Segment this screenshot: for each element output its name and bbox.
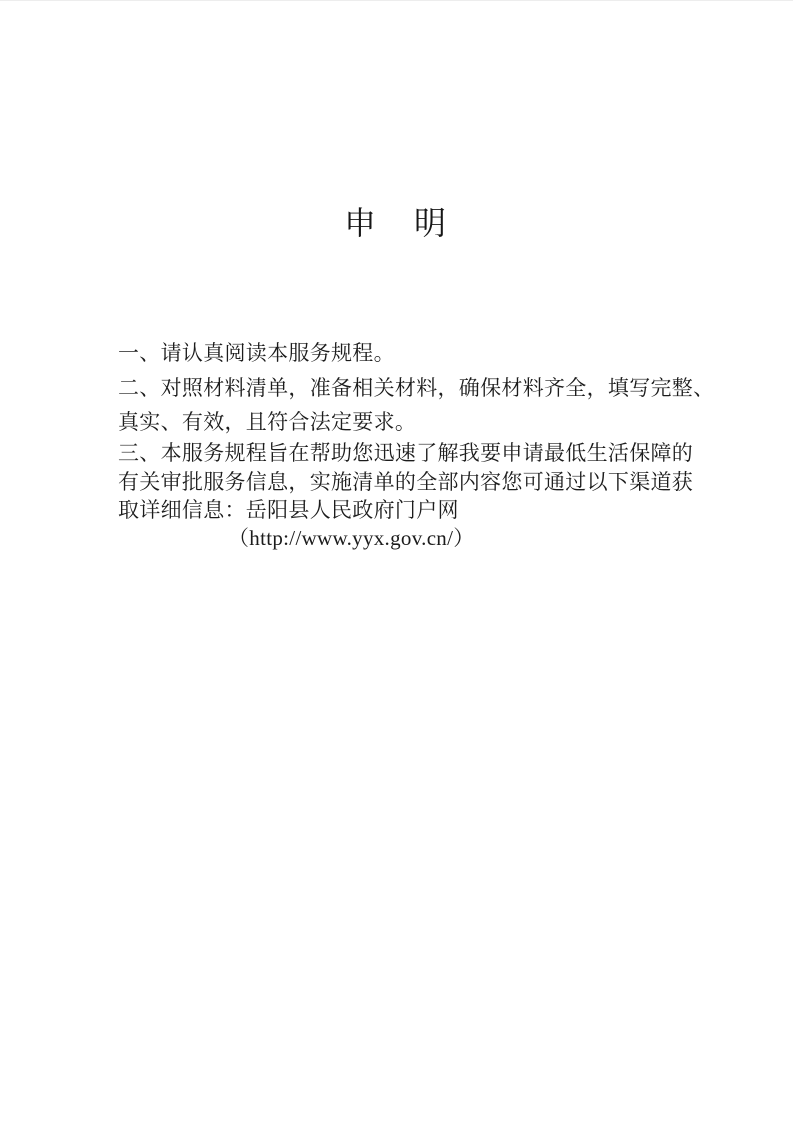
portal-url-line: （http://www.yyx.gov.cn/） (228, 526, 475, 550)
clause-2-line-2: 真实、有效，且符合法定要求。 (118, 410, 417, 434)
clause-2-line-1: 二、对照材料清单，准备相关材料，确保材料齐全，填写完整、 (118, 376, 715, 400)
clause-3-line-1: 三、本服务规程旨在帮助您迅速了解我要申请最低生活保障的 (118, 441, 694, 465)
page-title: 申 明 (343, 205, 449, 241)
clause-3-line-2: 有关审批服务信息，实施清单的全部内容您可通过以下渠道获 (118, 470, 694, 494)
document-body (118, 342, 718, 572)
clause-1-line: 一、请认真阅读本服务规程。 (118, 341, 395, 365)
clause-3-line-3: 取详细信息：岳阳县人民政府门户网 (118, 498, 459, 522)
